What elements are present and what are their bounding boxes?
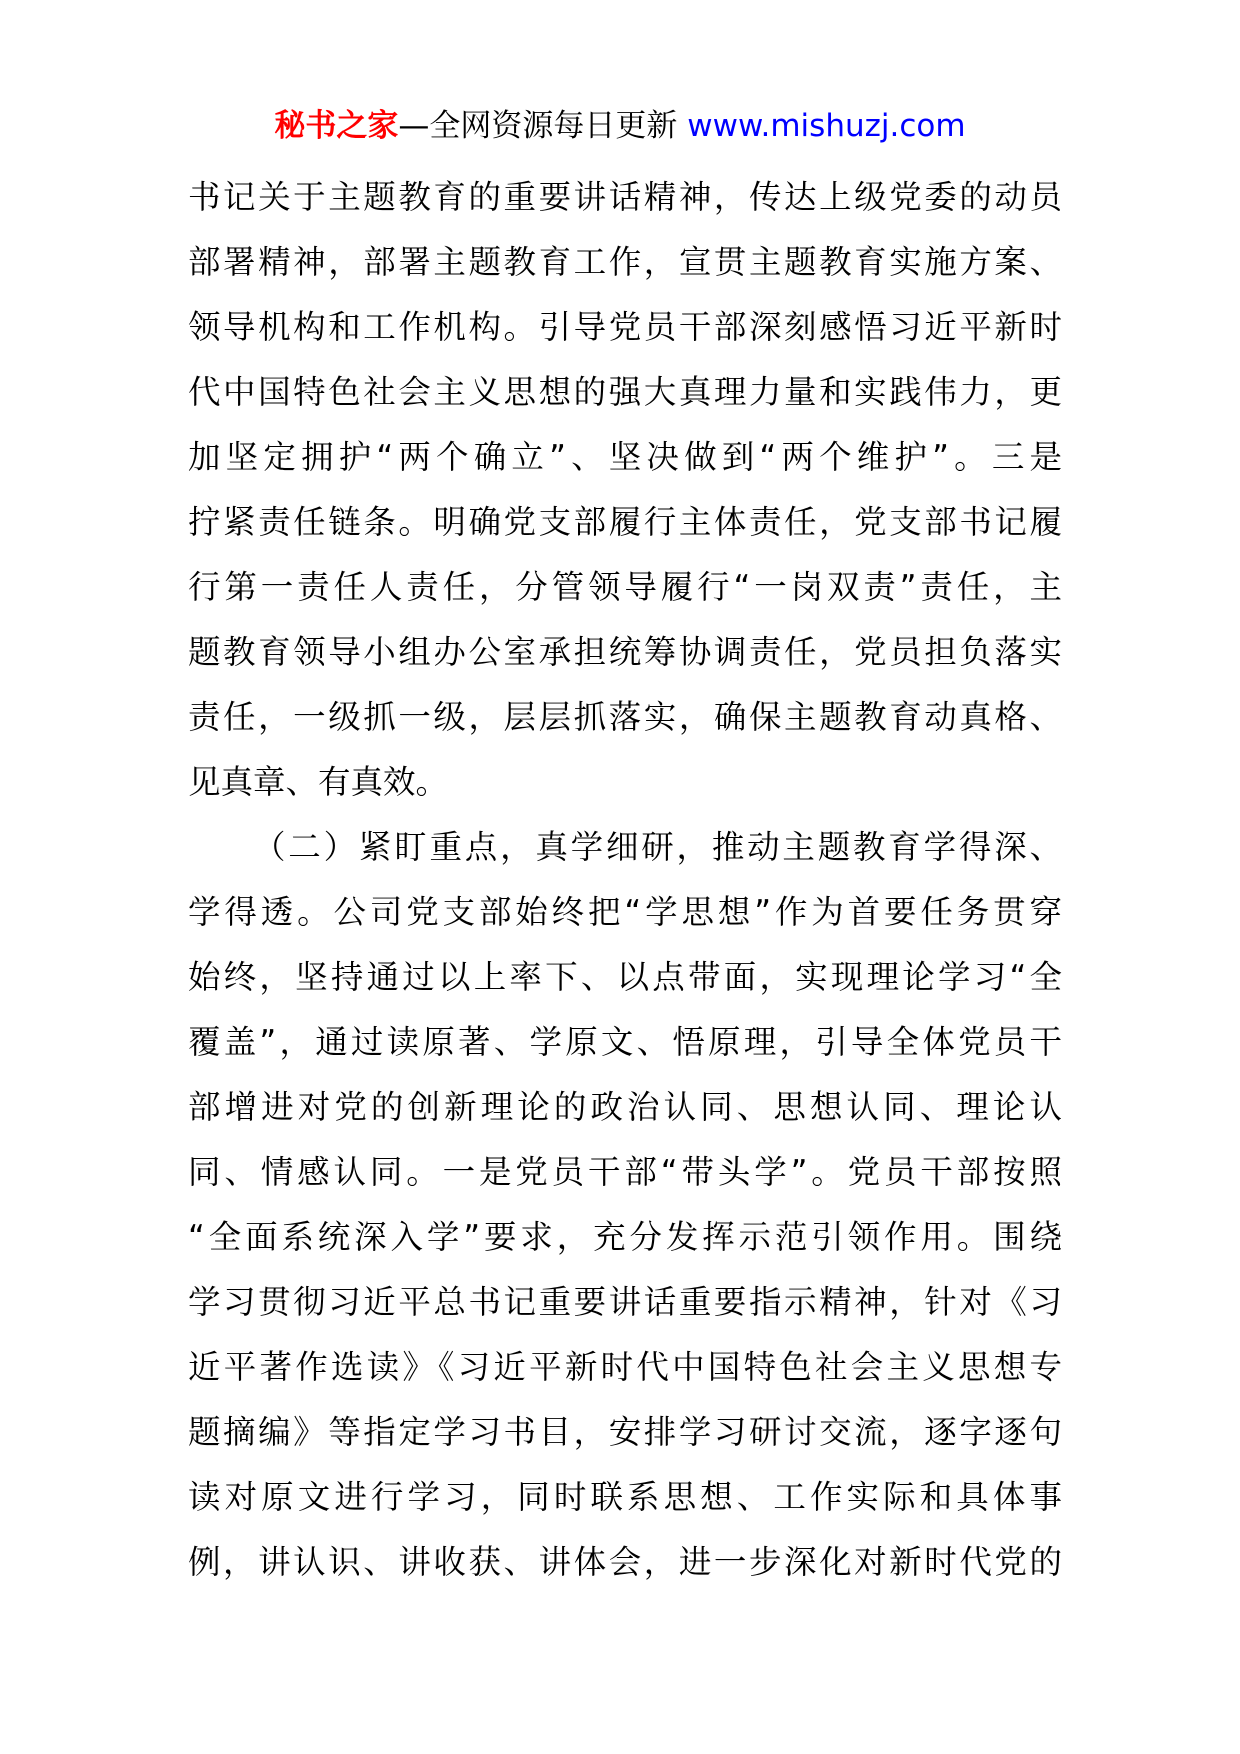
paragraph-line: 覆盖”，通过读原著、学原文、悟原理，引导全体党员干 bbox=[188, 1023, 1062, 1061]
paragraph-line: 始终，坚持通过以上率下、以点带面，实现理论学习“全 bbox=[188, 958, 1062, 996]
paragraph-line: 领导机构和工作机构。引导党员干部深刻感悟习近平新时 bbox=[188, 308, 1062, 346]
paragraph-line: 学习贯彻习近平总书记重要讲话重要指示精神，针对《习 bbox=[188, 1283, 1062, 1321]
brand-name: 秘书之家 bbox=[274, 108, 399, 144]
site-url-link[interactable]: www.mishuzj.com bbox=[687, 108, 966, 144]
paragraph-line: 学得透。公司党支部始终把“学思想”作为首要任务贯穿 bbox=[188, 893, 1062, 931]
header-tagline: —全网资源每日更新 bbox=[398, 108, 678, 144]
paragraph-line: 同、情感认同。一是党员干部“带头学”。党员干部按照 bbox=[188, 1153, 1062, 1191]
paragraph-line: 行第一责任人责任，分管领导履行“一岗双责”责任，主 bbox=[188, 568, 1062, 606]
section-heading-line: （二）紧盯重点，真学细研，推动主题教育学得深、 bbox=[253, 828, 1062, 866]
paragraph-line: 书记关于主题教育的重要讲话精神，传达上级党委的动员 bbox=[188, 178, 1062, 216]
paragraph-line: 题摘编》等指定学习书目，安排学习研讨交流，逐字逐句 bbox=[188, 1413, 1062, 1451]
paragraph-line: 部增进对党的创新理论的政治认同、思想认同、理论认 bbox=[188, 1088, 1062, 1126]
paragraph-line: 责任，一级抓一级，层层抓落实，确保主题教育动真格、 bbox=[188, 698, 1062, 736]
document-body bbox=[188, 165, 1062, 1595]
site-header bbox=[0, 104, 1240, 148]
paragraph-line: 代中国特色社会主义思想的强大真理力量和实践伟力，更 bbox=[188, 373, 1062, 411]
paragraph-line: 例，讲认识、讲收获、讲体会，进一步深化对新时代党的 bbox=[188, 1543, 1062, 1581]
paragraph-line: 读对原文进行学习，同时联系思想、工作实际和具体事 bbox=[188, 1478, 1062, 1516]
paragraph-line: 拧紧责任链条。明确党支部履行主体责任，党支部书记履 bbox=[188, 503, 1062, 541]
paragraph-line: 见真章、有真效。 bbox=[188, 763, 449, 801]
paragraph-line: 近平著作选读》《习近平新时代中国特色社会主义思想专 bbox=[188, 1348, 1062, 1386]
paragraph-line: “全面系统深入学”要求，充分发挥示范引领作用。围绕 bbox=[188, 1218, 1062, 1256]
paragraph-line: 加坚定拥护“两个确立”、坚决做到“两个维护”。三是 bbox=[188, 438, 1062, 476]
paragraph-line: 部署精神，部署主题教育工作，宣贯主题教育实施方案、 bbox=[188, 243, 1062, 281]
paragraph-line: 题教育领导小组办公室承担统筹协调责任，党员担负落实 bbox=[188, 633, 1062, 671]
